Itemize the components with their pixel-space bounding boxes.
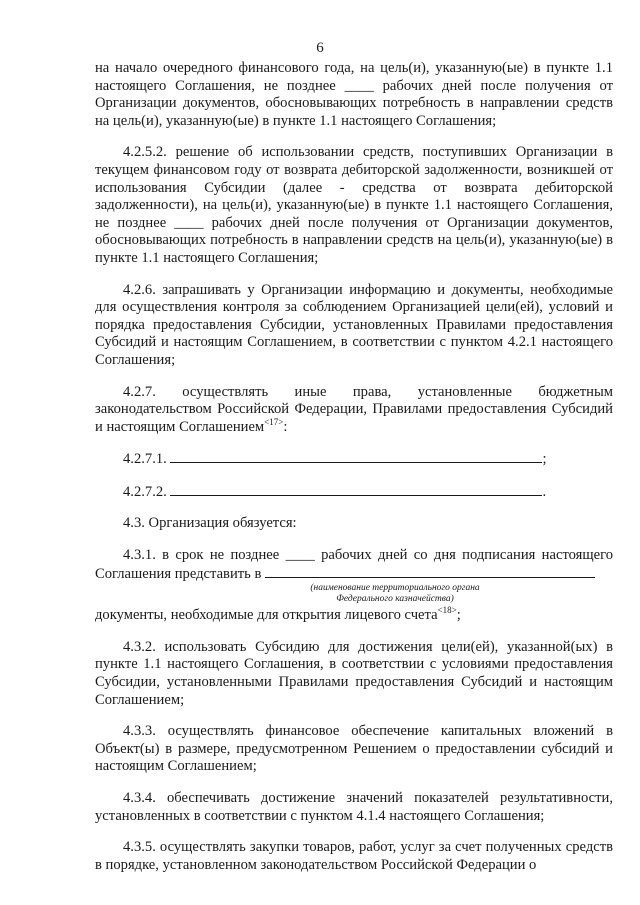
item-4-2-7-1-end: ;: [542, 451, 547, 468]
document-body: [95, 60, 613, 874]
paragraph-4-3-1-cont: [95, 607, 613, 625]
paragraph-4-2-7-text: 4.2.7. осуществлять иные права, установленные бюджетным законодательством Российской Федерации, Правилами предоставления Субсидий и настоящим Соглашением: [95, 383, 613, 435]
paragraph-4-3-1-end: ;: [456, 607, 461, 624]
paragraph-4-3-3: 4.3.3. осуществлять финансовое обеспечение капитальных вложений в Объект(ы) в размере, предусмотренном Решением о предоставлении субсидий и настоящим Соглашением;: [95, 723, 613, 775]
paragraph-continuation: на начало очередного финансового года, на цель(и), указанную(ые) в пункте 1.1 настоящего Соглашения, не позднее ____ рабочих дней после получения от Организации документов, обосновывающих потребность в направлении средств на цель(и), указанную(ые) в пункте 1.1 настоящего Соглашения;: [95, 60, 613, 129]
paragraph-4-3-5: 4.3.5. осуществлять закупки товаров, работ, услуг за счет полученных средств в порядке, установленном законодательством Российской Федерации о: [95, 839, 613, 873]
paragraph-4-2-6: 4.2.6. запрашивать у Организации информацию и документы, необходимые для осуществления контроля за соблюдением Организацией цели(ей), условий и порядка предоставления Субсидии, установленных Правилами предоставления Субсидий и настоящим Соглашением, в соответствии с пунктом 4.2.1 настоящего Соглашения;: [95, 281, 613, 368]
blank-line: [170, 450, 542, 463]
paragraph-4-3: 4.3. Организация обязуется:: [123, 515, 297, 532]
item-4-2-7-1: [95, 450, 613, 469]
blank-line: [265, 565, 595, 578]
item-4-2-7-2: [95, 483, 613, 502]
blank-line: [170, 483, 542, 496]
paragraph-4-2-7-end: :: [283, 418, 288, 435]
footnote-ref-17: <17>: [264, 416, 284, 427]
field-hint: (наименование территориального органа Федерального казначейства): [310, 583, 480, 605]
paragraph-4-3-1-cont-text: документы, необходимые для открытия лицевого счета: [95, 607, 438, 624]
paragraph-4-3-1-text: 4.3.1. в срок не позднее ____ рабочих дней со дня подписания настоящего Соглашения представить в: [95, 547, 613, 582]
item-4-2-7-2-end: .: [542, 483, 547, 500]
paragraph-4-2-5-2: 4.2.5.2. решение об использовании средств, поступивших Организации в текущем финансовом году от возврата дебиторской задолженности, возникшей от использования Субсидии (далее - средства от возврата дебиторской задолженности), на цель(и), указанную(ые) в пункте 1.1 настоящего Соглашения, не позднее ____ рабочих дней после получения от Организации документов, обосновывающих потребность в направлении средств на цель(и), указанную(ые) в пункте 1.1 настоящего Соглашения;: [95, 144, 613, 266]
item-4-2-7-1-label: 4.2.7.1.: [123, 451, 167, 468]
item-4-2-7-2-label: 4.2.7.2.: [123, 483, 167, 500]
paragraph-4-3-2: 4.3.2. использовать Субсидию для достижения цели(ей), указанной(ых) в пункте 1.1 настоящего Соглашения, в соответствии с условиями предоставления Субсидии, установленными Правилами предоставления Субсидий и настоящим Соглашением;: [95, 638, 613, 708]
paragraph-4-3-4: 4.3.4. обеспечивать достижение значений показателей результативности, установленных в соответствии с пунктом 4.1.4 настоящего Соглашения;: [95, 790, 613, 824]
paragraph-4-3-1: [95, 547, 613, 583]
page-number: 6: [316, 40, 324, 56]
footnote-ref-18: <18>: [437, 605, 457, 616]
paragraph-4-2-7: [95, 384, 613, 437]
